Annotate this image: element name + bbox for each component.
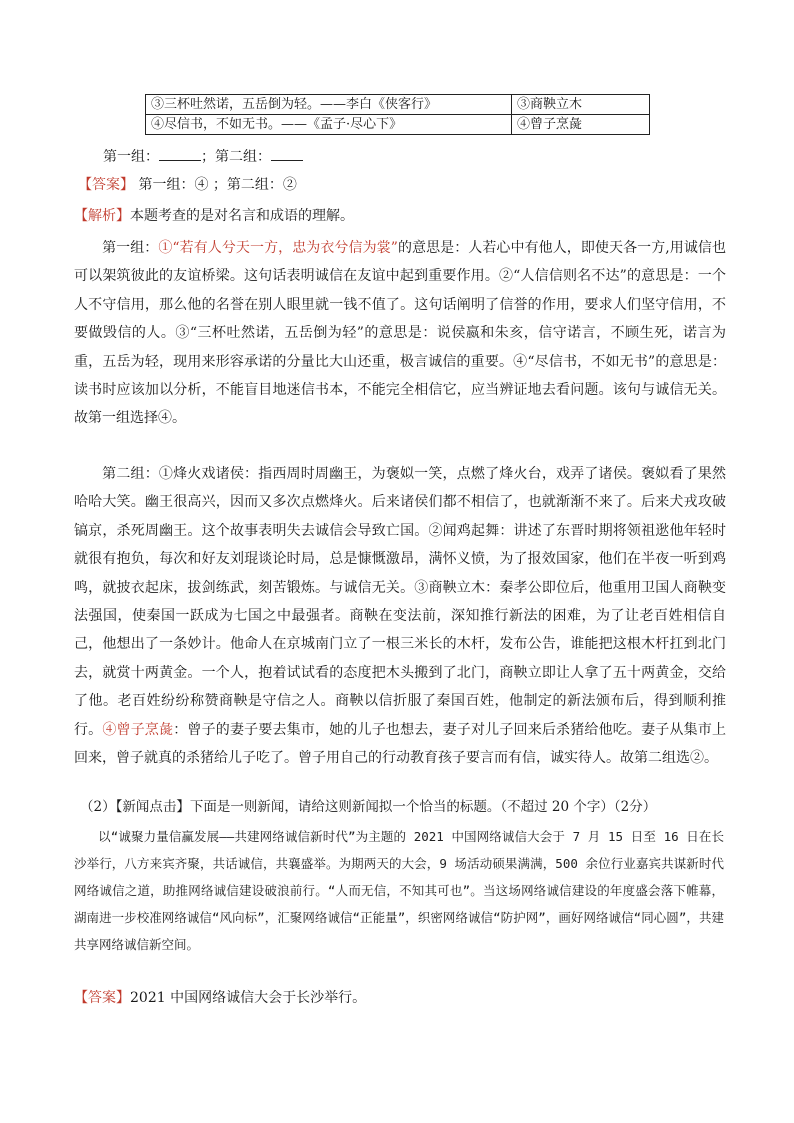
table-cell: ③三杯吐然诺，五岳倒为轻。——李白《侠客行》 [146, 95, 512, 115]
analysis-line [74, 206, 354, 226]
group1-red-quote: ①“若有人兮天一方，忠为衣兮信为裳” [158, 240, 398, 256]
group2-rest: ：曾子的妻子要去集市，她的儿子也想去，妻子对儿子回来后杀猪给他吃。妻子从集市上回来，曾子就真的杀猪给儿子吃了。曾子用自己的行动教育孩子要言而有信，诚实待人。故第二组选②。 [74, 721, 727, 767]
table-row [146, 115, 650, 135]
quotes-table [145, 94, 650, 135]
fill-in-line [103, 146, 303, 167]
group2-blank[interactable] [271, 146, 303, 161]
table-cell: ④尽信书，不如无书。——《孟子·尽心下》 [146, 115, 512, 135]
news-text: 以“诚聚力量信赢发展——共建网络诚信新时代”为主题的 2021 中国网络诚信大会于 7 月 15 日至 16 日在长沙举行，八方来宾齐聚，共话诚信，共襄盛举。为期两天的大会，9 场活动硕果满满，500 余位行业嘉宾共谋新时代网络诚信之道，助推网络诚信建设破浪前行。“人而无信，不知其可也”。当这场网络诚信建设的年度盛会落下帷幕，湖南进一步校准网络诚信“风向标”，汇聚网络诚信“正能量”，织密网络诚信“防护网”，画好网络诚信“同心圆”，共建共享网络诚信新空间。 [74, 829, 724, 952]
group2-text: 第二组：①烽火戏诸侯：指西周时周幽王，为褒姒一笑，点燃了烽火台，戏弄了诸侯。褒姒看了果然哈哈大笑。幽王很高兴，因而又多次点燃烽火。后来诸侯们都不相信了，也就渐渐不来了。后来犬戎攻破镐京，杀死周幽王。这个故事表明失去诚信会导致亡国。②闻鸡起舞：讲述了东晋时期将领祖逖他年轻时就很有抱负，每次和好友刘琨谈论时局，总是慷慨激昂，满怀义愤，为了报效国家，他们在半夜一听到鸡鸣，就披衣起床，拔剑练武，刻苦锻炼。与诚信无关。③商鞅立木：秦孝公即位后，他重用卫国人商鞅变法强国，使秦国一跃成为七国之中最强者。商鞅在变法前，深知推行新法的困难，为了让老百姓相信自己，他想出了一条妙计。他命人在京城南门立了一根三米长的木杆，发布公告，谁能把这根木杆扛到北门去，就赏十两黄金。一个人，抱着试试看的态度把木头搬到了北门，商鞅立即让人拿了五十两黄金，交给了他。老百姓纷纷称赞商鞅是守信之人。商鞅以信折服了秦国百姓，他制定的新法颁布后，得到顺利推行。 [74, 466, 726, 738]
question-2: （2）【新闻点击】下面是一则新闻，请给这则新闻拟一个恰当的标题。（不超过 20 个字）（2分） [80, 799, 657, 815]
group2-red-title: ④曾子烹彘 [102, 721, 174, 738]
group1-label: 第一组： [103, 149, 159, 165]
group2-label: ；第二组： [201, 149, 271, 165]
group1-paragraph [74, 234, 726, 433]
group1-blank[interactable] [159, 146, 201, 161]
answer-tag: 【答案】 [78, 177, 134, 193]
table-cell: ④曾子烹彘 [512, 115, 650, 135]
answer-text: 2021 中国网络诚信大会于长沙举行。 [130, 990, 367, 1006]
table-row [146, 95, 650, 115]
group2-paragraph [74, 460, 726, 772]
answer-line-2 [74, 988, 366, 1008]
news-paragraph [74, 823, 724, 958]
group1-rest: 的意思是：人若心中有他人，即使天各一方,用诚信也可以架筑彼此的友谊桥梁。这句话表明诚信在友谊中起到重要作用。②“人信信则名不达”的意思是：一个人不守信用，那么他的名誉在别人眼里就一钱不值了。这句话阐明了信誉的作用，要求人们坚守信用，不要做毁信的人。③“三杯吐然诺，五岳倒为轻”的意思是：说侯嬴和朱亥，信守诺言，不顾生死，诺言为重，五岳为轻，现用来形容承诺的分量比大山还重，极言诚信的重要。④“尽信书，不如无书”的意思是：读书时应该加以分析，不能盲目地迷信书本，不能完全相信它，应当辨证地去看问题。该句与诚信无关。故第一组选择④。 [74, 240, 727, 427]
table-cell: ③商鞅立木 [512, 95, 650, 115]
answer-text: 第一组：④ ；第二组：② [138, 177, 297, 193]
answer-tag: 【答案】 [74, 990, 130, 1006]
analysis-text: 本题考查的是对名言和成语的理解。 [130, 208, 354, 224]
group1-lead: 第一组： [102, 240, 159, 256]
answer-line-1 [78, 175, 297, 195]
analysis-tag: 【解析】 [74, 208, 130, 224]
